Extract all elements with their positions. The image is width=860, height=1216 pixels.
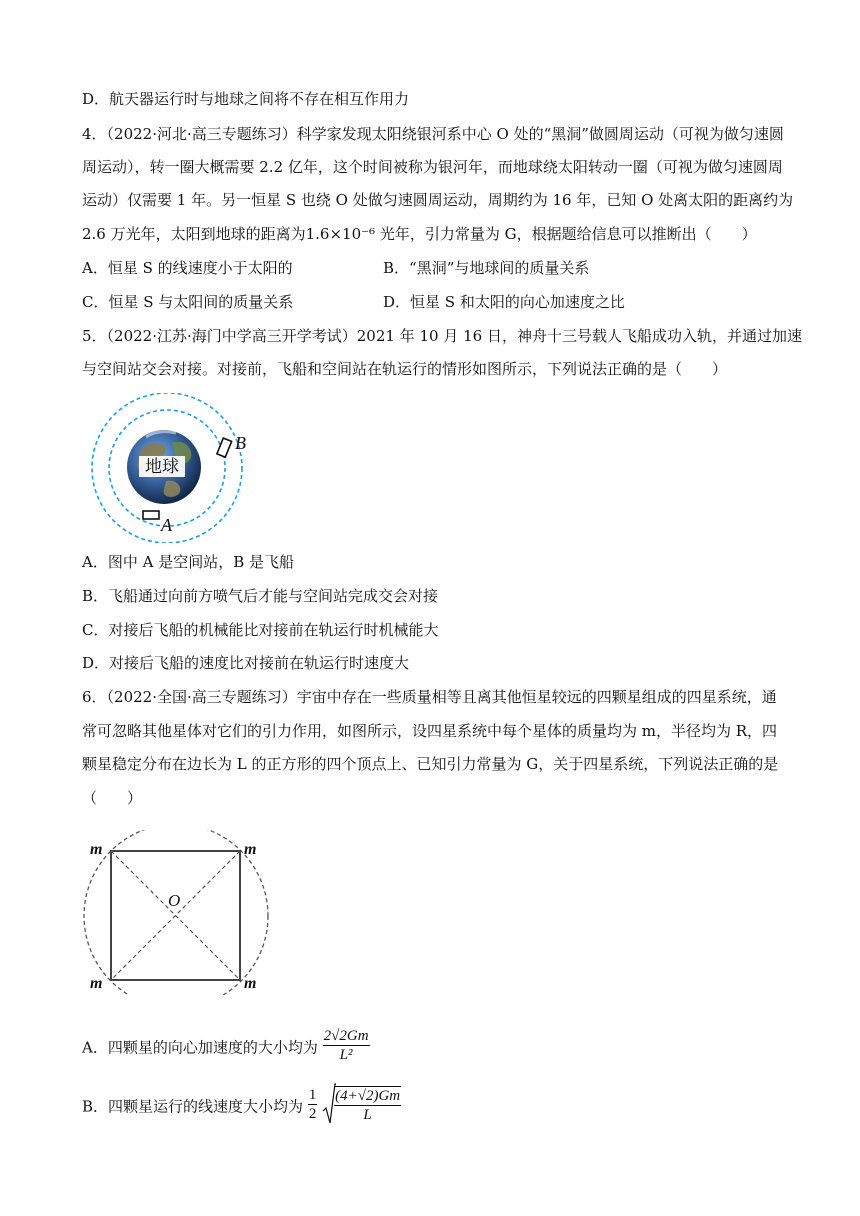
label-m-top-right: m xyxy=(244,841,257,858)
label-b: B xyxy=(235,433,246,453)
q6-option-b-coefficient xyxy=(308,1086,318,1123)
q6-stem-line-3: 颗星稳定分布在边长为 L 的正方形的四个顶点上、已知引力常量为 G，关于四星系统，下列说法正确的是 xyxy=(82,755,779,773)
q6-option-a-numerator: 2√2Gm xyxy=(323,1028,369,1044)
q6-stem-line-2: 常可忽略其他星体对它们的引力作用，如图所示，设四星系统中每个星体的质量均为 m，半径均为 R，四 xyxy=(82,722,778,740)
radical-sign-icon xyxy=(322,1083,336,1127)
q6-option-a-denominator: L² xyxy=(339,1047,353,1063)
label-m-bottom-left: m xyxy=(90,975,103,992)
label-o: O xyxy=(168,891,181,910)
q5-option-b[interactable]: B．飞船通过向前方喷气后才能与空间站完成交会对接 xyxy=(82,587,439,605)
q6-option-b-rad-numerator: (4+√2)Gm xyxy=(335,1088,401,1105)
q4-option-a[interactable]: A．恒星 S 的线速度小于太阳的 xyxy=(82,259,293,277)
q6-four-star-figure xyxy=(82,830,282,995)
earth-label: 地球 xyxy=(145,457,179,477)
q6-option-b[interactable] xyxy=(82,1089,401,1127)
q6-option-b-radicand xyxy=(334,1086,401,1124)
q6-option-b-coef-numerator: 1 xyxy=(308,1087,317,1103)
q4-stem-line-3: 运动）仅需要 1 年。另一恒星 S 也绕 O 处做匀速圆周运动，周期约为 16 年，已知 O 处离太阳的距离约为 xyxy=(82,191,794,209)
q4-option-b[interactable]: B．“黑洞”与地球间的质量关系 xyxy=(383,259,590,277)
q6-option-b-text: B．四颗星运行的线速度大小均为 xyxy=(82,1097,304,1116)
q6-option-a-fraction xyxy=(323,1027,370,1064)
q5-stem-line-1: 5．（2022·江苏·海门中学高三开学考试）2021 年 10 月 16 日，神舟十三号载人飞船成功入轨，并通过加速 xyxy=(82,327,802,345)
q5-stem-line-2: 与空间站交会对接。对接前，飞船和空间站在轨运行的情形如图所示，下列说法正确的是（ ） xyxy=(82,360,728,378)
q5-option-d[interactable]: D．对接后飞船的速度比对接前在轨运行时速度大 xyxy=(82,654,410,672)
label-m-bottom-right: m xyxy=(244,975,257,992)
label-m-top-left: m xyxy=(90,841,103,858)
label-a: A xyxy=(161,515,172,535)
q6-option-b-rad-denominator: L xyxy=(363,1107,372,1124)
spacecraft-a xyxy=(143,511,159,519)
q6-option-a-text: A．四颗星的向心加速度的大小均为 xyxy=(82,1038,318,1057)
q6-option-a[interactable] xyxy=(82,1030,370,1067)
q6-stem-line-4: （ ） xyxy=(82,789,143,807)
q5-option-a[interactable]: A．图中 A 是空间站，B 是飞船 xyxy=(82,553,294,571)
q4-option-d[interactable]: D．恒星 S 和太阳的向心加速度之比 xyxy=(383,293,625,311)
q4-stem-line-1: 4．（2022·河北·高三专题练习）科学家发现太阳绕银河系中心 O 处的“黑洞”做圆周运动（可视为做匀速圆 xyxy=(82,125,784,143)
q5-option-c[interactable]: C．对接后飞船的机械能比对接前在轨运行时机械能大 xyxy=(82,621,439,639)
q6-stem-line-1: 6．（2022·全国·高三专题练习）宇宙中存在一些质量相等且离其他恒星较远的四颗星组成的四星系统，通 xyxy=(82,688,777,706)
q6-option-b-radical xyxy=(322,1086,401,1124)
q6-option-b-coef-denominator: 2 xyxy=(308,1106,317,1122)
q4-stem-line-2: 周运动），转一圈大概需要 2.2 亿年，这个时间被称为银河年，而地球绕太阳转动一圈（可视为做匀速圆周 xyxy=(82,158,783,176)
prev-option-d: D．航天器运行时与地球之间将不存在相互作用力 xyxy=(82,90,410,108)
q4-option-c[interactable]: C．恒星 S 与太阳间的质量关系 xyxy=(82,293,294,311)
q4-stem-line-4: 2.6 万光年，太阳到地球的距离为1.6×10⁻⁶ 光年，引力常量为 G，根据题给信息可以推断出（ ） xyxy=(82,225,757,243)
q5-orbit-figure xyxy=(86,393,266,543)
